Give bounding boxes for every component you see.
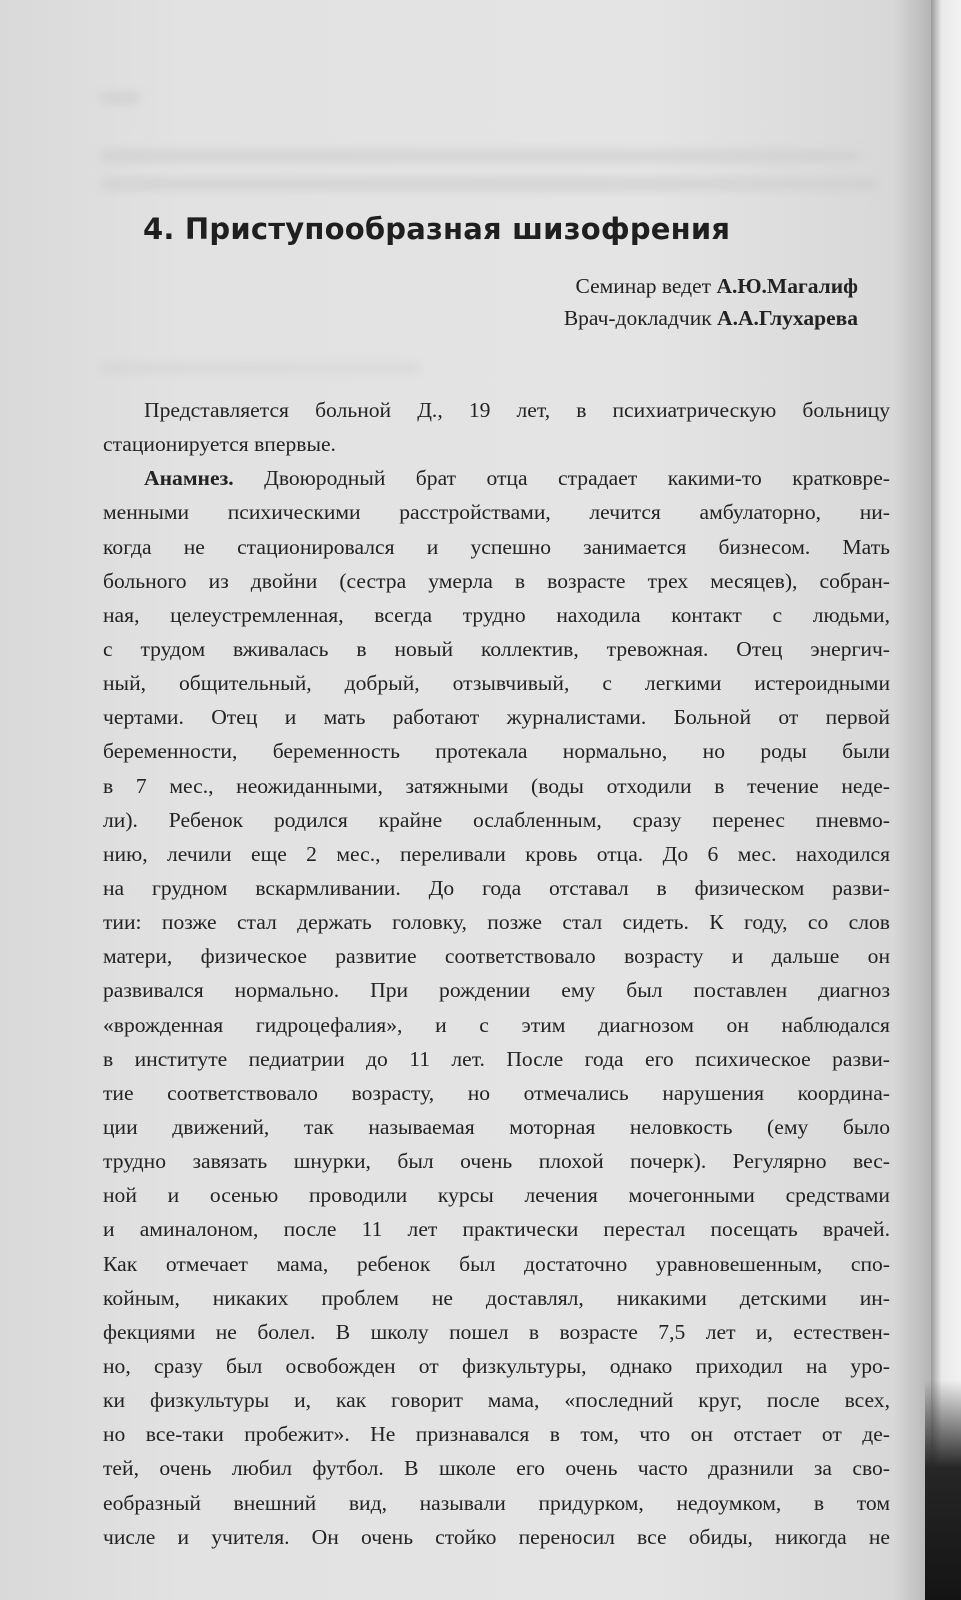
book-spine (931, 0, 961, 1600)
text-line: на грудном вскармливании. До года отставал в физическом разви- (103, 875, 890, 900)
text-line: еобразный внешний вид, называли придурком, недоумком, в том (103, 1490, 890, 1515)
text-line: матери, физическое развитие соответствовало возрасту и дальше он (103, 944, 890, 969)
text-line: чертами. Отец и мать работают журналистами. Больной от первой (103, 705, 890, 730)
bleed-through-line (100, 150, 860, 162)
text-line: фекциями не болел. В школу пошел в возрасте 7,5 лет и, естествен- (103, 1319, 890, 1344)
bleed-through-line (100, 92, 140, 104)
text-line: «врожденная гидроцефалия», и с этим диагнозом он наблюдался (103, 1012, 890, 1037)
text-line: ной и осенью проводили курсы лечения мочегонными средствами (103, 1183, 890, 1208)
text-line: Представляется больной Д., 19 лет, в психиатрическую больницу (144, 398, 890, 422)
text-line: тей, очень любил футбол. В школе его очень часто дразнили за сво- (103, 1456, 890, 1481)
credits-block (564, 270, 858, 334)
spine-shadow (925, 1380, 961, 1600)
text-line: развивался нормально. При рождении ему был поставлен диагноз (103, 978, 890, 1003)
seminar-role: Семинар ведет (575, 274, 712, 298)
text-line: но, сразу был освобожден от физкультуры, однако приходил на уро- (103, 1353, 890, 1378)
speaker-name: А.А.Глухарева (717, 306, 858, 330)
text-line: койным, никаких проблем не доставлял, никакими детскими ин- (103, 1285, 890, 1310)
text-line: с трудом вживалась в новый коллектив, тревожная. Отец энергич- (103, 636, 890, 661)
seminar-name: А.Ю.Магалиф (716, 274, 858, 298)
text-line: менными психическими расстройствами, лечится амбулаторно, ни- (103, 500, 890, 525)
speaker-role: Врач-докладчик (563, 306, 712, 330)
text-line: ции движений, так называемая моторная неловкость (ему было (103, 1114, 890, 1139)
anamnesis-label: Анамнез. (144, 466, 234, 491)
text-line: Как отмечает мама, ребенок был достаточно уравновешенным, спо- (103, 1251, 890, 1276)
text-line: но все-таки пробежит». Не признавался в том, что он отстает от де- (103, 1422, 890, 1447)
seminar-credit (564, 270, 858, 302)
text-line: в институте педиатрии до 11 лет. После года его психическое разви- (103, 1046, 890, 1071)
body-text (103, 393, 890, 1554)
text-line: тие соответствовало возрасту, но отмечались нарушения координа- (103, 1080, 890, 1105)
bleed-through-line (100, 362, 420, 374)
text-line: трудно завязать шнурки, был очень плохой почерк). Регулярно вес- (103, 1149, 890, 1174)
bleed-through-line (100, 178, 880, 190)
text-line: в 7 мес., неожиданными, затяжными (воды отходили в течение неде- (103, 773, 890, 798)
text-line: числе и учителя. Он очень стойко переносил все обиды, никогда не (103, 1524, 890, 1549)
chapter-title: 4. Приступообразная шизофрения (143, 212, 731, 246)
text-line: больного из двойни (сестра умерла в возрасте трех месяцев), собран- (103, 568, 890, 593)
text-line (103, 461, 890, 495)
text-line: стационируется впервые. (103, 432, 336, 457)
anamnesis-first-line: Двоюродный брат отца страдает какими-то кратковре- (264, 466, 890, 491)
text-line: и аминалоном, после 11 лет практически перестал посещать врачей. (103, 1217, 890, 1242)
text-line: ки физкультуры и, как говорит мама, «последний круг, после всех, (103, 1388, 890, 1413)
speaker-credit (564, 302, 858, 334)
text-line: нию, лечили еще 2 мес., переливали кровь отца. До 6 мес. находился (103, 841, 890, 866)
text-line: тии: позже стал держать головку, позже стал сидеть. К году, со слов (103, 910, 890, 935)
text-line: беременности, беременность протекала нормально, но роды были (103, 739, 890, 764)
text-line: ли). Ребенок родился крайне ослабленным, сразу перенес пневмо- (103, 807, 890, 832)
text-line: ный, общительный, добрый, отзывчивый, с легкими истероидными (103, 671, 890, 696)
text-line: когда не стационировался и успешно занимается бизнесом. Мать (103, 534, 890, 559)
text-line: ная, целеустремленная, всегда трудно находила контакт с людьми, (103, 602, 890, 627)
